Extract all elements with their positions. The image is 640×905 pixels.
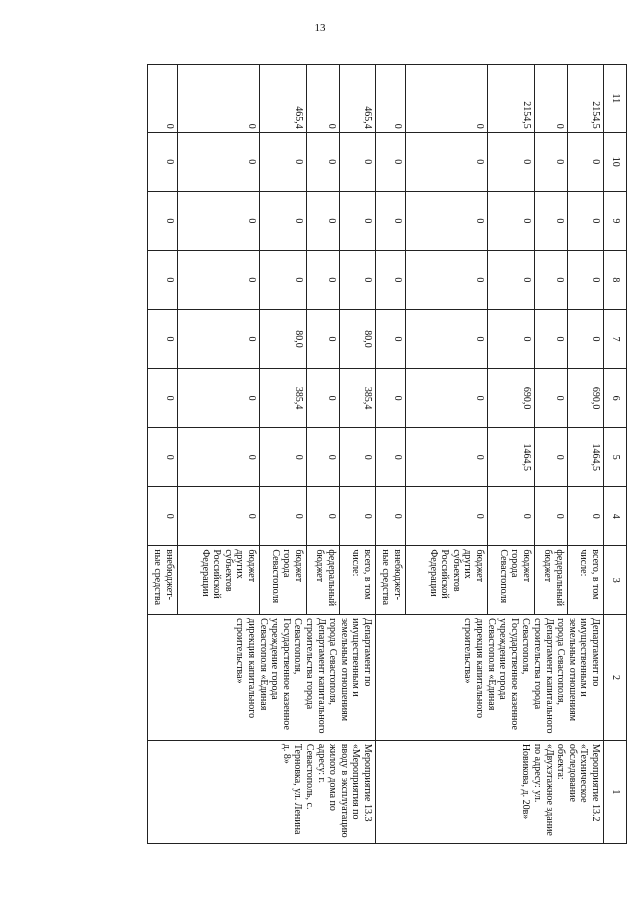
value-cell: 1464,5: [568, 428, 604, 487]
value-cell: 0: [340, 132, 376, 191]
funding-source-cell: бюджет других субъектов Российской Федерации: [178, 546, 260, 615]
value-cell: 0: [535, 369, 568, 428]
funding-source-cell: федеральный бюджет: [307, 546, 340, 615]
col-header-1: 1: [604, 740, 627, 843]
value-cell: 385,4: [340, 369, 376, 428]
value-cell: 0: [178, 250, 260, 309]
value-cell: 0: [376, 191, 406, 250]
value-cell: 0: [376, 65, 406, 133]
value-cell: 0: [376, 250, 406, 309]
executor-cell: Департамент по имущественным и земельным отношениям города Севастополя, Департамент капитального строительства города Севастополя, Государственное казенное учреждение города Севастополя «Единая дирекция капитального строительства»: [148, 615, 376, 741]
value-cell: 0: [178, 309, 260, 368]
value-cell: 0: [406, 132, 488, 191]
value-cell: 0: [340, 191, 376, 250]
value-cell: 0: [307, 191, 340, 250]
value-cell: 465,4: [340, 65, 376, 133]
value-cell: 0: [535, 487, 568, 546]
col-header-10: 10: [604, 132, 627, 191]
value-cell: 0: [406, 369, 488, 428]
value-cell: 2154,5: [568, 65, 604, 133]
value-cell: 0: [307, 132, 340, 191]
col-header-11: 11: [604, 65, 627, 133]
value-cell: 2154,5: [488, 65, 535, 133]
page-number: 13: [314, 22, 326, 34]
value-cell: 0: [340, 487, 376, 546]
funding-source-cell: внебюджет-ные средства: [376, 546, 406, 615]
funding-source-cell: всего, в том числе:: [340, 546, 376, 615]
value-cell: 0: [376, 428, 406, 487]
executor-cell: Департамент по имущественным и земельным отношениям города Севастополя, Департамент капитального строительства города Севастополя, Государственное казенное учреждение города Севастополя «Единая дирекция капитального строительства»: [376, 615, 604, 741]
value-cell: 0: [406, 309, 488, 368]
funding-source-cell: бюджет города Севастополя: [260, 546, 307, 615]
value-cell: 0: [260, 428, 307, 487]
value-cell: 80,0: [260, 309, 307, 368]
value-cell: 80,0: [340, 309, 376, 368]
col-header-9: 9: [604, 191, 627, 250]
value-cell: 0: [148, 428, 178, 487]
rotated-table-frame: [140, 64, 627, 844]
value-cell: 0: [340, 250, 376, 309]
table-row: [340, 65, 376, 844]
value-cell: 385,4: [260, 369, 307, 428]
value-cell: 0: [568, 132, 604, 191]
value-cell: 0: [535, 191, 568, 250]
budget-table: [147, 64, 627, 844]
col-header-4: 4: [604, 487, 627, 546]
value-cell: 0: [148, 191, 178, 250]
value-cell: 0: [148, 132, 178, 191]
value-cell: 0: [406, 428, 488, 487]
value-cell: 0: [488, 250, 535, 309]
funding-source-cell: бюджет других субъектов Российской Федерации: [406, 546, 488, 615]
value-cell: 690,0: [488, 369, 535, 428]
event-cell: Мероприятие 13.3 «Мероприятия по вводу в эксплуатацию жилого дома по адресу: г. Севастополь, с. Терновка, ул. Ленина д. 8»: [148, 740, 376, 843]
column-number-row: [604, 65, 627, 844]
col-header-7: 7: [604, 309, 627, 368]
value-cell: 0: [535, 132, 568, 191]
funding-source-cell: федеральный бюджет: [535, 546, 568, 615]
value-cell: 0: [307, 487, 340, 546]
value-cell: 0: [488, 309, 535, 368]
value-cell: 0: [307, 65, 340, 133]
value-cell: 0: [568, 309, 604, 368]
funding-source-cell: бюджет города Севастополя: [488, 546, 535, 615]
value-cell: 0: [376, 369, 406, 428]
value-cell: 0: [488, 191, 535, 250]
value-cell: 0: [178, 132, 260, 191]
funding-source-cell: всего, в том числе:: [568, 546, 604, 615]
value-cell: 0: [340, 428, 376, 487]
value-cell: 0: [406, 65, 488, 133]
col-header-2: 2: [604, 615, 627, 741]
value-cell: 0: [148, 250, 178, 309]
value-cell: 0: [148, 487, 178, 546]
table-body: [148, 65, 604, 844]
value-cell: 0: [178, 65, 260, 133]
table-row: [568, 65, 604, 844]
value-cell: 0: [488, 132, 535, 191]
value-cell: 0: [260, 250, 307, 309]
value-cell: 0: [535, 250, 568, 309]
value-cell: 0: [406, 487, 488, 546]
value-cell: 0: [307, 309, 340, 368]
value-cell: 0: [260, 487, 307, 546]
value-cell: 1464,5: [488, 428, 535, 487]
value-cell: 0: [376, 309, 406, 368]
value-cell: 0: [568, 191, 604, 250]
col-header-6: 6: [604, 369, 627, 428]
value-cell: 0: [307, 250, 340, 309]
event-cell: Мероприятие 13.2 «Техническое обследование объекта: «Двухэтажное здание по адресу: ул. Новикова, д. 20в»: [376, 740, 604, 843]
value-cell: 0: [148, 65, 178, 133]
value-cell: 0: [178, 369, 260, 428]
value-cell: 0: [376, 487, 406, 546]
value-cell: 0: [178, 191, 260, 250]
value-cell: 0: [307, 369, 340, 428]
value-cell: 690,0: [568, 369, 604, 428]
value-cell: 0: [406, 191, 488, 250]
value-cell: 465,4: [260, 65, 307, 133]
funding-source-cell: внебюджет-ные средства: [148, 546, 178, 615]
col-header-8: 8: [604, 250, 627, 309]
value-cell: 0: [406, 250, 488, 309]
value-cell: 0: [535, 65, 568, 133]
value-cell: 0: [568, 250, 604, 309]
value-cell: 0: [535, 309, 568, 368]
col-header-5: 5: [604, 428, 627, 487]
value-cell: 0: [488, 487, 535, 546]
value-cell: 0: [148, 369, 178, 428]
value-cell: 0: [535, 428, 568, 487]
value-cell: 0: [307, 428, 340, 487]
value-cell: 0: [178, 487, 260, 546]
value-cell: 0: [260, 132, 307, 191]
value-cell: 0: [568, 487, 604, 546]
col-header-3: 3: [604, 546, 627, 615]
value-cell: 0: [376, 132, 406, 191]
value-cell: 0: [178, 428, 260, 487]
value-cell: 0: [260, 191, 307, 250]
value-cell: 0: [148, 309, 178, 368]
